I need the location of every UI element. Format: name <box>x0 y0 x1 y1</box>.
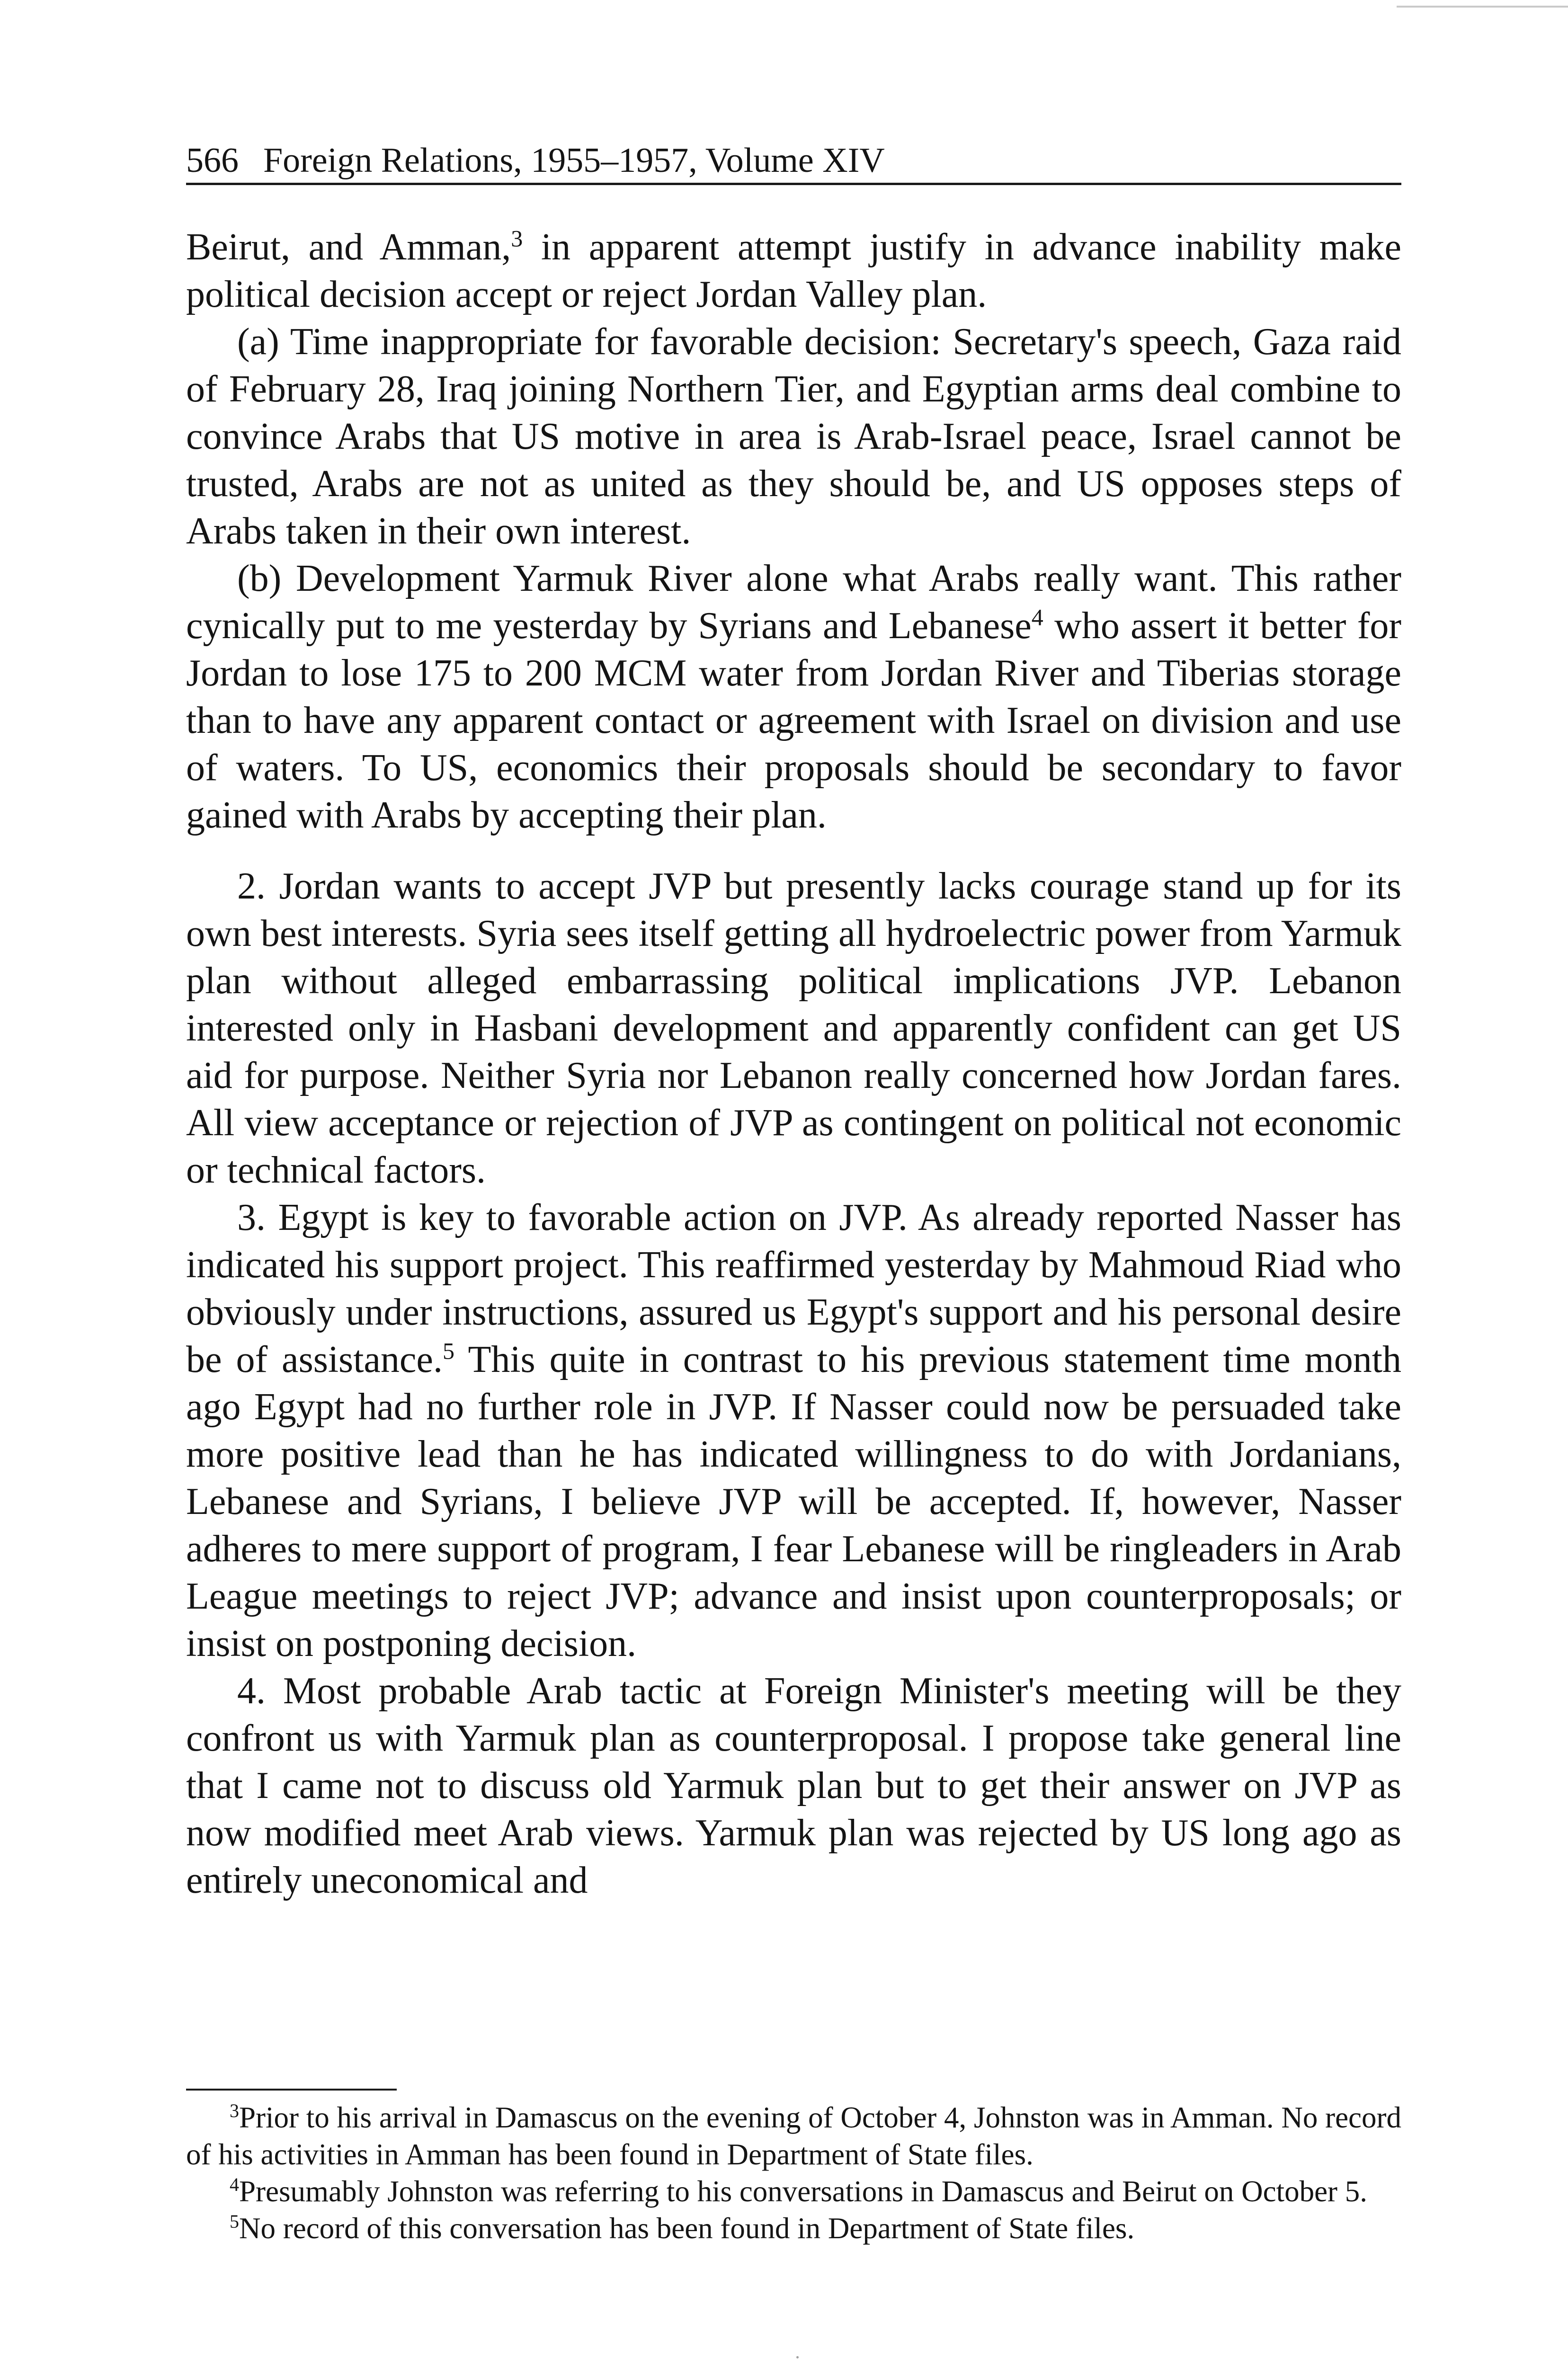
footnotes <box>186 2099 1401 2247</box>
footnote-4: $^4$Presumably Johnston was referring to his conversations in Damascus and Beirut on October 5. <box>230 2174 1368 2208</box>
paragraph-4: 4. Most probable Arab tactic at Foreign Minister's meeting will be they confront us with Yarmuk plan as counterproposal. I propose take general line that I came not to discuss old Yarmuk plan but to get their answer on JVP as now modified meet Arab views. Yarmuk plan was rejected by US long ago as entirely uneconomical and <box>186 1670 1401 1901</box>
paragraph-a: (a) Time inappropriate for favorable decision: Secretary's speech, Gaza raid of February 28, Iraq joining Northern Tier, and Egyptian arms deal combine to convince Arabs that US motive in area is Arab-Israel peace, Israel cannot be trusted, Arabs are not as united as they should be, and US opposes steps of Arabs taken in their own interest. <box>186 321 1401 552</box>
footnote-separator <box>186 2089 397 2091</box>
footnote-ref-3: 3 <box>511 225 523 252</box>
paragraph-2: 2. Jordan wants to accept JVP but presently lacks courage stand up for its own best interests. Syria sees itself getting all hydroelectric power from Yarmuk plan without alleged embarrassing political implications JVP. Lebanon interested only in Hasbani development and apparently confident can get US aid for purpose. Neither Syria nor Lebanon really concerned how Jordan fares. All view acceptance or rejection of JVP as contingent on political not economic or technical factors. <box>186 865 1401 1191</box>
scan-edge-rule <box>1397 6 1568 8</box>
footnote-ref-5: 5 <box>442 1337 454 1364</box>
footnote-3: $^3$Prior to his arrival in Damascus on the evening of October 4, Johnston was in Amman. No record of his activities in Amman has been found in Department of State files. <box>186 2100 1401 2171</box>
paragraph-b: (b) Development Yarmuk River alone what Arabs really want. This rather cynically put to me yesterday by Syrians and Lebanese$^4$ who assert it better for Jordan to lose 175 to 200 MCM water from Jordan River and Tiberias storage than to have any apparent contact or agreement with Israel on division and use of waters. To US, economics their proposals should be secondary to favor gained with Arabs by accepting their plan. <box>186 558 1402 836</box>
document-body <box>186 223 1401 1904</box>
paragraph-continuation: Beirut, and Amman,$^3$ in apparent attempt justify in advance inability make political decision accept or reject Jordan Valley plan. <box>186 225 1401 315</box>
running-title: Foreign Relations, 1955–1957, Volume XIV <box>263 141 885 180</box>
paragraph-3: 3. Egypt is key to favorable action on JVP. As already reported Nasser has indicated his support project. This reaffirmed yesterday by Mahmoud Riad who obviously under instructions, assured us Egypt's support and his personal desire be of assistance.$^5$ This quite in contrast to his previous statement time month ago Egypt had no further role in JVP. If Nasser could now be persuaded take more positive lead than he has indicated willingness to do with Jordanians, Lebanese and Syrians, I believe JVP will be accepted. If, however, Nasser adheres to mere support of program, I fear Lebanese will be ringleaders in Arab League meetings to reject JVP; advance and insist upon counterproposals; or insist on postponing decision. <box>186 1197 1402 1664</box>
scan-speck <box>796 2356 799 2358</box>
footnote-5: $^5$No record of this conversation has been found in Department of State files. <box>230 2211 1135 2245</box>
page-header <box>186 138 1401 185</box>
page-number: 566 <box>186 141 239 180</box>
footnote-ref-4: 4 <box>1031 604 1043 631</box>
